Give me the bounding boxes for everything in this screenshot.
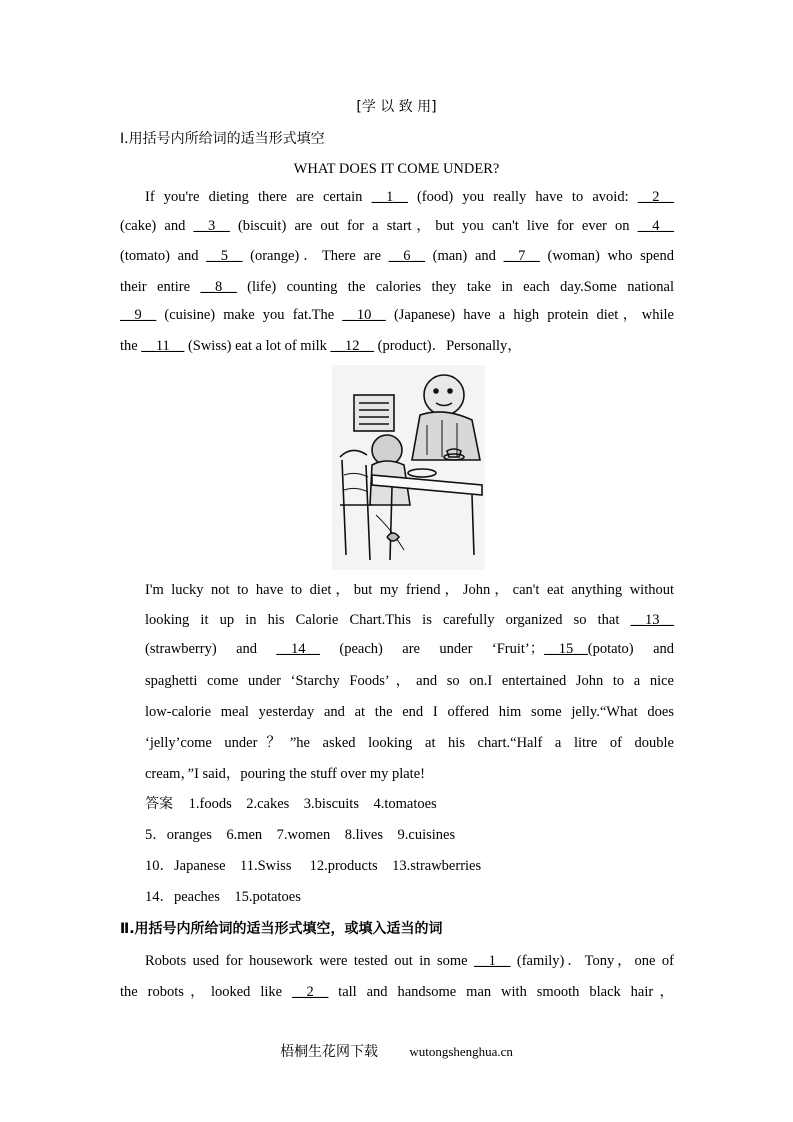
text-segment: (tomato) and xyxy=(120,248,207,264)
answer-blank: __13__ xyxy=(630,612,674,628)
text-segment: (cake) and xyxy=(120,218,194,234)
page-footer xyxy=(0,1041,793,1061)
text-line xyxy=(120,247,674,265)
answer-blank: __6__ xyxy=(388,248,425,264)
text-line xyxy=(145,952,674,970)
text-segment: (orange)．There are xyxy=(242,248,389,264)
text-segment: (family)．Tony，one of xyxy=(510,953,674,969)
text-segment: (food) you really have to avoid: xyxy=(407,189,638,205)
text-segment: (Swiss) eat a lot of milk xyxy=(184,338,331,354)
text-line xyxy=(145,188,674,206)
answer-blank: __7__ xyxy=(503,248,540,264)
text-segment: looking it up in his Calorie Chart.This is carefully organized so that xyxy=(145,612,631,628)
answer-line-2: 5．oranges 6.men 7.women 8.lives 9.cuisines xyxy=(145,827,456,843)
answer-blank: __3__ xyxy=(193,218,230,234)
text-segment: (man) and xyxy=(424,248,504,264)
text-line xyxy=(145,611,674,629)
text-line xyxy=(120,337,674,355)
text-line xyxy=(145,672,674,690)
text-segment: Robots used for housework were tested out in some xyxy=(145,953,475,969)
answer-blank: __4__ xyxy=(637,218,674,234)
text-line xyxy=(145,765,674,783)
answer-blank: __1__ xyxy=(371,189,408,205)
text-segment: (woman) who spend xyxy=(539,248,674,264)
answer-text: 1.foods 2.cakes 3.biscuits 4.tomatoes xyxy=(188,796,437,812)
text-line xyxy=(145,581,674,599)
text-segment: (biscuit) are out for a start，but you can't live for ever on xyxy=(229,218,638,234)
text-segment: If you're dieting there are certain xyxy=(145,189,372,205)
text-segment: ‘jelly’come under？”he asked looking at his chart.“Half a litre of double xyxy=(145,735,674,751)
text-segment: I'm lucky not to have to diet，but my friend，John，can't eat anything without xyxy=(145,582,674,598)
text-segment: low-calorie meal yesterday and at the end I offered him some jelly.“What does xyxy=(145,704,674,720)
passage-title: WHAT DOES IT COME UNDER? xyxy=(293,161,500,177)
text-segment: tall and handsome man with smooth black hair， xyxy=(328,984,674,1000)
section2-title: Ⅱ.用括号内所给词的适当形式填空，或填入适当的词 xyxy=(120,921,443,937)
text-segment: (Japanese) have a high protein diet，while xyxy=(385,307,674,323)
answer-blank: __9__ xyxy=(120,307,157,323)
text-segment: their entire xyxy=(120,279,201,295)
text-segment: the xyxy=(120,338,142,354)
text-line xyxy=(145,640,674,658)
text-segment: (strawberry) and xyxy=(145,641,277,657)
text-segment: (peach) are under ‘Fruit’； xyxy=(319,641,545,657)
text-line xyxy=(120,306,674,324)
answer-blank: __11__ xyxy=(141,338,185,354)
answer-blank: __12__ xyxy=(330,338,375,354)
dining-illustration xyxy=(332,365,485,570)
text-segment: spaghetti come under ‘Starchy Foods’，and so on.I entertained John to a nice xyxy=(145,673,674,689)
text-line xyxy=(120,983,674,1001)
answer-blank: __15__ xyxy=(544,641,588,657)
text-segment: the robots，looked like xyxy=(120,984,292,1000)
answer-blank: __14__ xyxy=(276,641,320,657)
answer-label: 答案 xyxy=(145,796,173,812)
text-line xyxy=(145,703,674,721)
answer-line-3: 10．Japanese 11.Swiss 12.products 13.strawberries xyxy=(145,858,482,874)
text-segment: (potato) and xyxy=(587,641,675,657)
answer-blank: __5__ xyxy=(206,248,243,264)
footer-site-name: 梧桐生花网下载 xyxy=(280,1044,379,1060)
text-line xyxy=(120,217,674,235)
answer-blank: __8__ xyxy=(200,279,237,295)
text-segment: (life) counting the calories they take in each day.Some national xyxy=(236,279,674,295)
text-segment: cream，”I said，pouring the stuff over my plate! xyxy=(145,766,425,782)
answer-blank: __1__ xyxy=(474,953,511,969)
answer-blank: __10__ xyxy=(342,307,386,323)
answer-blank: __2__ xyxy=(637,189,674,205)
answer-line-1 xyxy=(145,795,674,813)
text-line xyxy=(145,734,674,752)
section-header: [学 以 致 用] xyxy=(356,99,437,115)
answer-blank: __2__ xyxy=(292,984,329,1000)
footer-url: wutongshenghua.cn xyxy=(409,1044,513,1059)
text-segment: (cuisine) make you fat.The xyxy=(156,307,343,323)
answer-line-4: 14．peaches 15.potatoes xyxy=(145,889,301,905)
text-segment: (product)．Personally， xyxy=(374,338,522,354)
text-line xyxy=(120,278,674,296)
section1-title: Ⅰ.用括号内所给词的适当形式填空 xyxy=(120,131,325,147)
